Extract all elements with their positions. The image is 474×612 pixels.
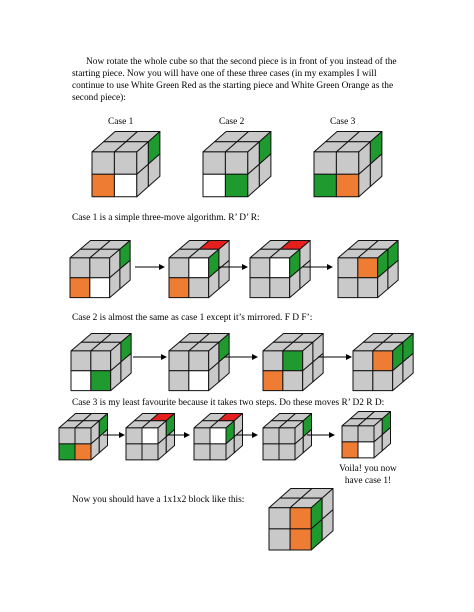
cube-case1-step-1 xyxy=(69,240,131,298)
case-1-label: Case 1 xyxy=(108,117,134,127)
cube-sticker-front xyxy=(210,444,226,460)
cube-sticker-front xyxy=(263,351,283,371)
cube-sticker-front xyxy=(203,174,225,196)
cube-sticker-front xyxy=(142,428,158,444)
cube-sticker-front xyxy=(358,258,378,278)
cube-case2-step-2 xyxy=(168,333,230,391)
cube-sticker-front xyxy=(70,278,90,298)
cube-sticker-front xyxy=(338,258,358,278)
cube-case2-step-3 xyxy=(262,333,324,391)
case-3-label: Case 3 xyxy=(330,117,356,127)
cube-case2-step-1 xyxy=(70,333,132,391)
cube-sticker-front xyxy=(336,152,358,174)
cube-sticker-front xyxy=(91,371,111,391)
cube-sticker-front xyxy=(338,278,358,298)
final-description: Now you should have a 1x1x2 block like this: xyxy=(72,495,245,505)
cube-sticker-front xyxy=(71,351,91,371)
cube-sticker-front xyxy=(169,351,189,371)
cube-final-block xyxy=(268,488,334,552)
arrow-right-icon xyxy=(218,263,250,271)
cube-case2-step-4 xyxy=(352,333,414,391)
cube-sticker-front xyxy=(269,508,290,529)
cube-case3-step-5 xyxy=(341,411,391,459)
cube-sticker-front xyxy=(92,174,114,196)
intro-paragraph: Now rotate the whole cube so that the second piece is in front of you instead of the starting piece. Now you will have one of these three cases (in my examples I will continue to use White Green Red as the starting piece and White Green Orange as the second piece): xyxy=(72,57,397,103)
arrow-right-icon xyxy=(236,431,260,439)
arrow-right-icon xyxy=(103,431,127,439)
cube-sticker-front xyxy=(373,351,393,371)
case-3-description: Case 3 is my least favourite because it takes two steps. Do these moves R’ D2 R D: xyxy=(72,398,385,408)
cube-sticker-front xyxy=(70,258,90,278)
cube-sticker-front xyxy=(114,152,136,174)
cube-case1-step-4 xyxy=(337,240,399,298)
arrow-right-icon xyxy=(224,353,260,361)
cube-sticker-front xyxy=(250,258,270,278)
cube-sticker-front xyxy=(358,278,378,298)
cube-sticker-front xyxy=(189,371,209,391)
cube-sticker-front xyxy=(189,258,209,278)
cube-sticker-front xyxy=(269,529,290,550)
cube-sticker-front xyxy=(270,258,290,278)
arrow-right-icon xyxy=(135,263,167,271)
cube-case3-step-1 xyxy=(58,413,108,461)
cube-case1-step-3 xyxy=(249,240,311,298)
arrow-right-icon xyxy=(318,353,354,361)
arrow-right-icon xyxy=(307,431,337,439)
cube-sticker-front xyxy=(59,444,75,460)
cube-sticker-front xyxy=(283,371,303,391)
arrow-right-icon xyxy=(168,431,192,439)
arrow-right-icon xyxy=(303,263,335,271)
cube-sticker-front xyxy=(263,428,279,444)
cube-sticker-front xyxy=(210,428,226,444)
cube-sticker-front xyxy=(279,428,295,444)
case-1-description: Case 1 is a simple three-move algorithm. R’ D’ R: xyxy=(72,213,260,223)
cube-sticker-front xyxy=(194,428,210,444)
cube-sticker-front xyxy=(353,371,373,391)
cube-sticker-front xyxy=(189,278,209,298)
cube-sticker-front xyxy=(225,174,247,196)
case-2-description: Case 2 is almost the same as case 1 except it’s mirrored. F D F’: xyxy=(72,313,313,323)
cube-sticker-front xyxy=(75,444,91,460)
cube-case3-step-4 xyxy=(262,413,312,461)
cube-sticker-front xyxy=(358,442,374,458)
case-2-label: Case 2 xyxy=(219,117,245,127)
cube-case-1 xyxy=(91,131,161,199)
cube-sticker-front xyxy=(91,351,111,371)
cube-sticker-front xyxy=(263,371,283,391)
cube-sticker-front xyxy=(71,371,91,391)
cube-sticker-front xyxy=(353,351,373,371)
cube-sticker-front xyxy=(290,529,311,550)
arrow-right-icon xyxy=(133,353,169,361)
cube-sticker-front xyxy=(250,278,270,298)
cube-case-3 xyxy=(313,131,383,199)
cube-sticker-front xyxy=(169,278,189,298)
cube-sticker-front xyxy=(358,426,374,442)
cube-sticker-front xyxy=(126,428,142,444)
cube-sticker-front xyxy=(336,174,358,196)
cube-sticker-front xyxy=(263,444,279,460)
cube-sticker-front xyxy=(92,152,114,174)
cube-sticker-front xyxy=(203,152,225,174)
cube-sticker-front xyxy=(90,278,110,298)
cube-sticker-front xyxy=(169,258,189,278)
cube-sticker-front xyxy=(194,444,210,460)
cube-sticker-front xyxy=(169,371,189,391)
cube-case-2 xyxy=(202,131,272,199)
cube-sticker-front xyxy=(59,428,75,444)
cube-sticker-front xyxy=(314,152,336,174)
cube-sticker-front xyxy=(314,174,336,196)
cube-sticker-front xyxy=(283,351,303,371)
cube-sticker-front xyxy=(75,428,91,444)
cube-sticker-front xyxy=(225,152,247,174)
cube-sticker-front xyxy=(126,444,142,460)
cube-sticker-front xyxy=(290,508,311,529)
cube-sticker-front xyxy=(342,442,358,458)
cube-sticker-front xyxy=(114,174,136,196)
voila-note: Voila! you now have case 1! xyxy=(339,464,397,486)
cube-sticker-front xyxy=(142,444,158,460)
cube-sticker-front xyxy=(189,351,209,371)
cube-sticker-front xyxy=(90,258,110,278)
cube-sticker-front xyxy=(373,371,393,391)
cube-sticker-front xyxy=(279,444,295,460)
cube-sticker-front xyxy=(270,278,290,298)
cube-sticker-front xyxy=(342,426,358,442)
